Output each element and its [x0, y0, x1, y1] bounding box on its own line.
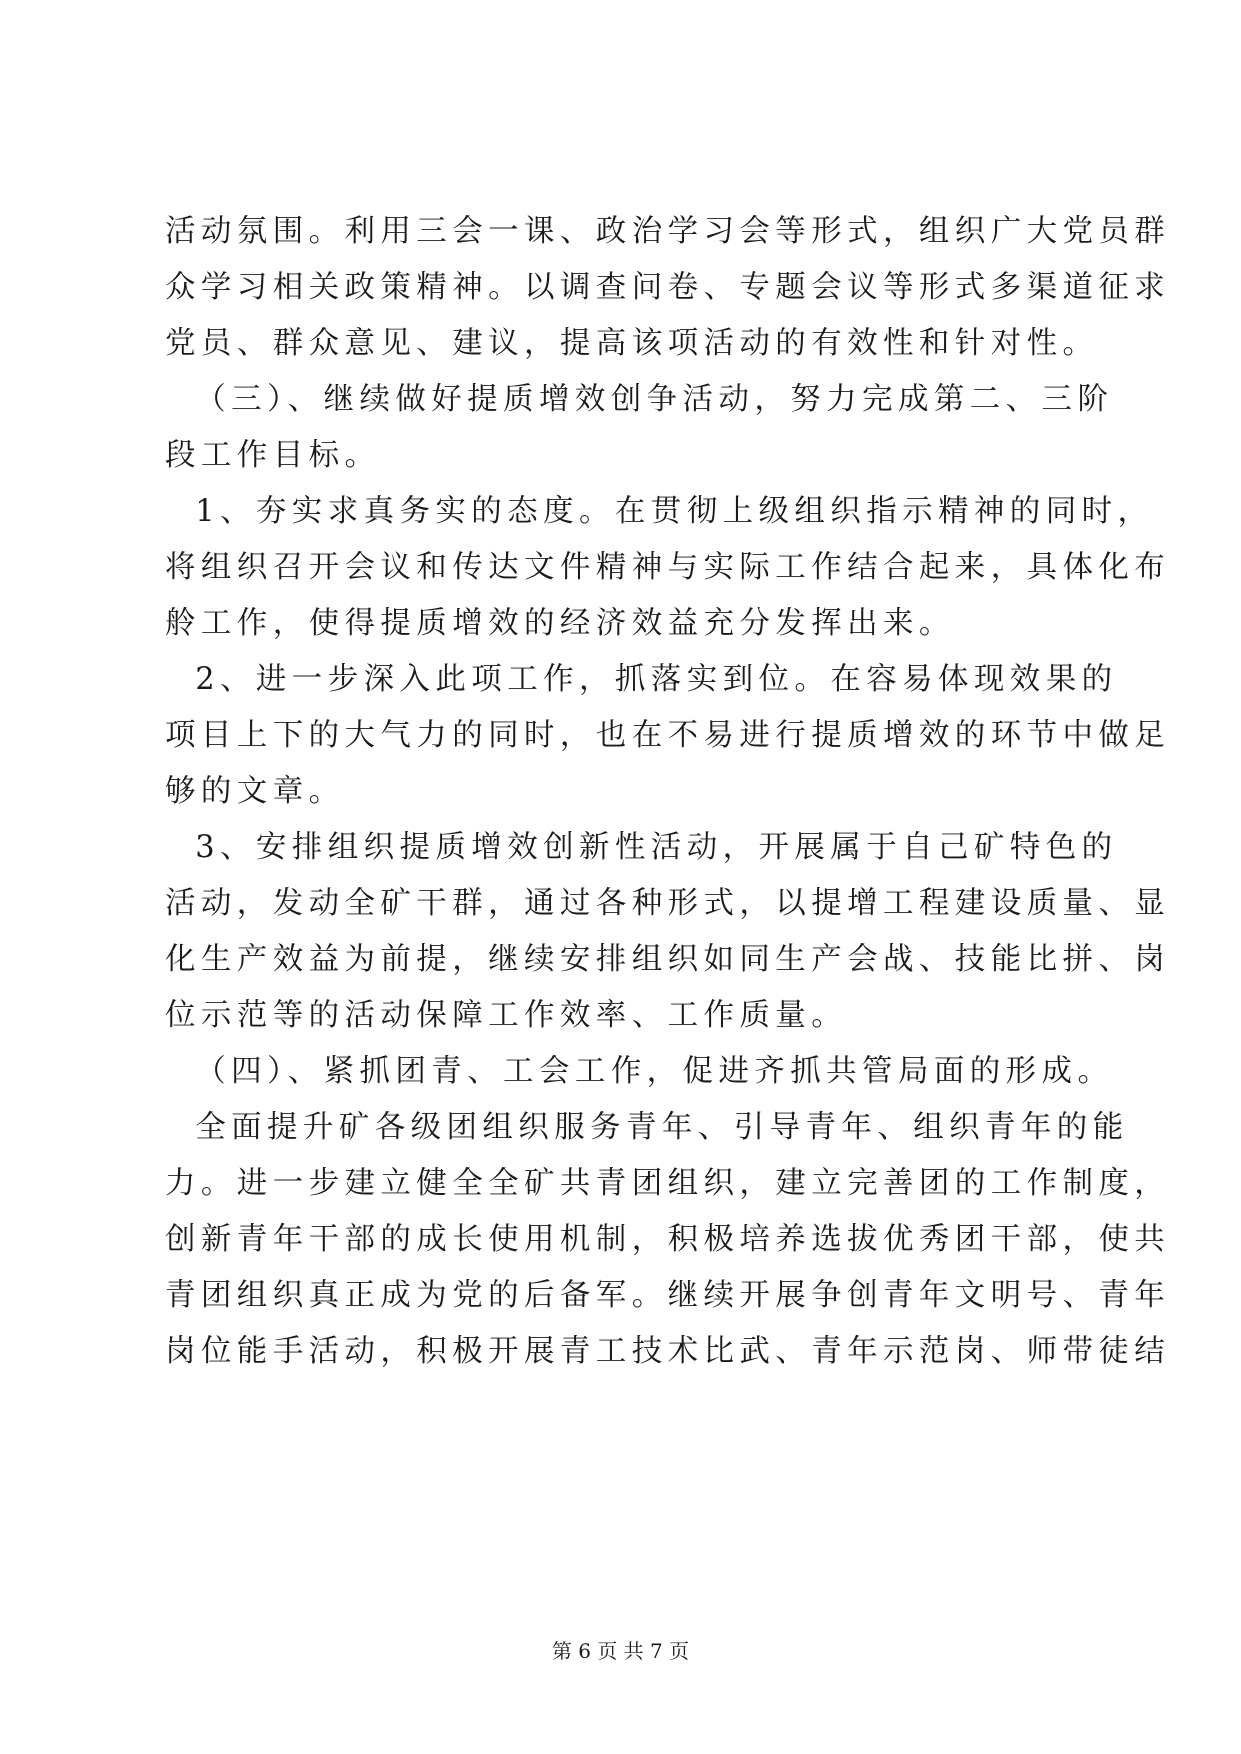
- body-text-line: 众学习相关政策精神。以调查问卷、专题会议等形式多渠道征求: [165, 270, 1171, 305]
- body-text-line: 党员、群众意见、建议，提高该项活动的有效性和针对性。: [165, 326, 1099, 361]
- section-heading: （四）、紧抓团青、工会工作，促进齐抓共管局面的形成。: [165, 1054, 1114, 1089]
- body-text-line: 位示范等的活动保障工作效率、工作质量。: [165, 998, 848, 1033]
- body-text-line: 力。进一步建立健全全矿共青团组织，建立完善团的工作制度，: [165, 1166, 1171, 1201]
- body-text-line: 活动氛围。利用三会一课、政治学习会等形式，组织广大党员群: [165, 214, 1171, 249]
- body-text-line: 够的文章。: [165, 774, 345, 809]
- page-number-footer: 第 6 页 共 7 页: [551, 1639, 690, 1663]
- body-text-line: 舲工作，使得提质增效的经济效益充分发挥出来。: [165, 606, 955, 641]
- body-text-line: 1、夯实求真务实的态度。在贯彻上级组织指示精神的同时，: [165, 494, 1154, 529]
- section-heading: （三）、继续做好提质增效创争活动，努力完成第二、三阶: [165, 382, 1114, 417]
- body-text-line: 活动，发动全矿干群，通过各种形式，以提增工程建设质量、显: [165, 886, 1171, 921]
- body-text-line: 创新青年干部的成长使用机制，积极培养选拔优秀团干部，使共: [165, 1222, 1171, 1257]
- body-text-line: 将组织召开会议和传达文件精神与实际工作结合起来，具体化布: [165, 550, 1171, 585]
- body-text-line: 项目上下的大气力的同时，也在不易进行提质增效的环节中做足: [165, 718, 1171, 753]
- body-text-line: 岗位能手活动，积极开展青工技术比武、青年示范岗、师带徒结: [165, 1334, 1171, 1369]
- section-heading-continuation: 段工作目标。: [165, 438, 381, 473]
- body-text-line: 2、进一步深入此项工作，抓落实到位。在容易体现效果的: [165, 662, 1118, 697]
- body-text-line: 全面提升矿各级团组织服务青年、引导青年、组织青年的能: [165, 1110, 1129, 1145]
- body-text-line: 青团组织真正成为党的后备军。继续开展争创青年文明号、青年: [165, 1278, 1171, 1313]
- body-text-line: 化生产效益为前提，继续安排组织如同生产会战、技能比拼、岗: [165, 942, 1171, 977]
- body-text-line: 3、安排组织提质增效创新性活动，开展属于自己矿特色的: [165, 830, 1118, 865]
